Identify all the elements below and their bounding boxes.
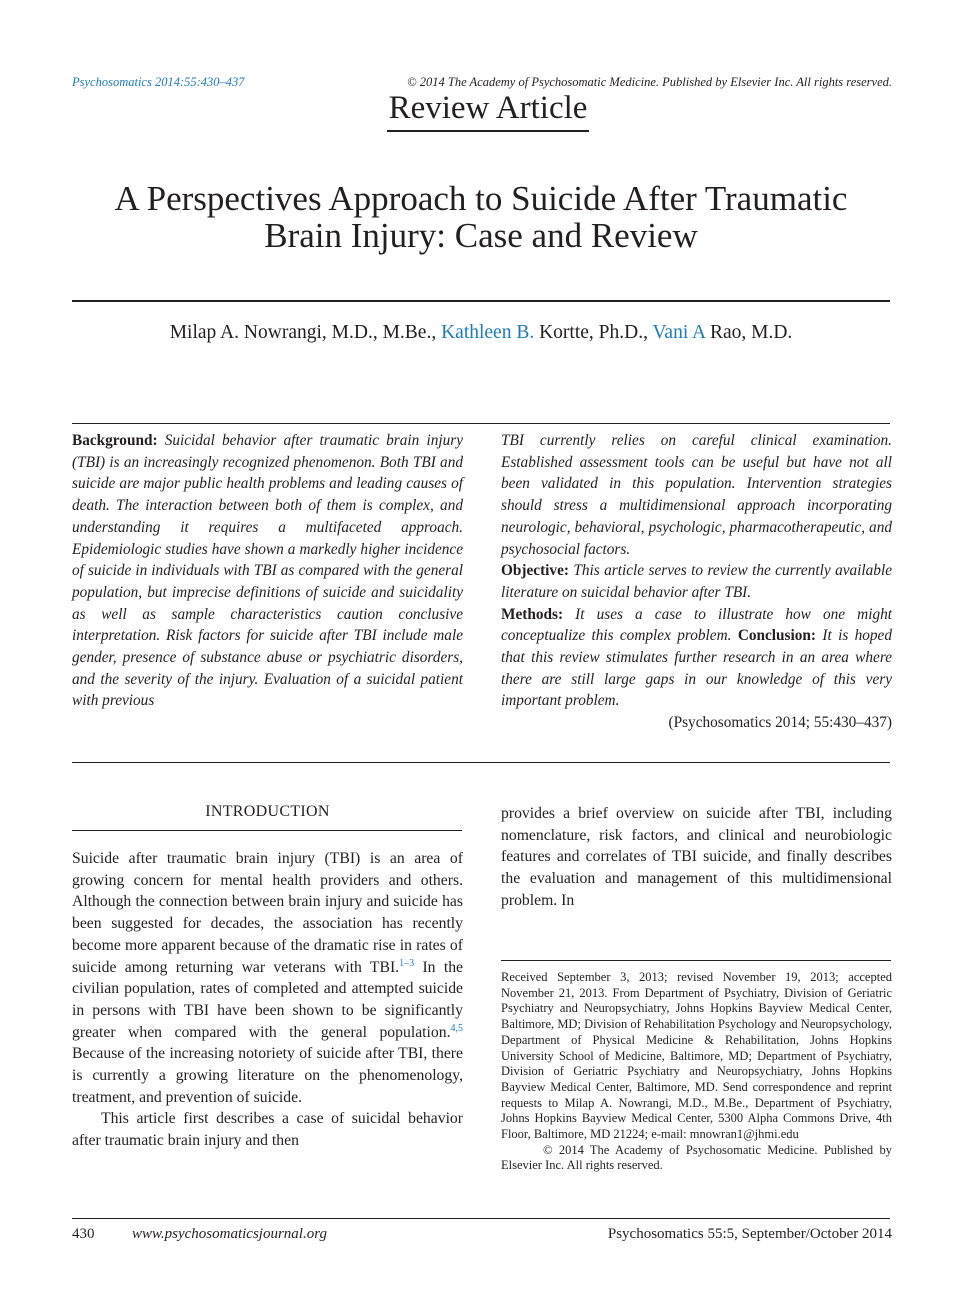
body-left-column — [72, 848, 463, 1152]
abstract-right-column — [501, 430, 892, 734]
author-1[interactable]: Milap A. Nowrangi, M.D., M.Be., — [169, 322, 437, 343]
abstract-left-column — [72, 430, 463, 712]
author-3[interactable]: Vani A Rao, M.D. — [652, 322, 793, 343]
abstract-citation: (Psychosomatics 2014; 55:430–437) — [668, 714, 892, 732]
author-2[interactable]: Kathleen B. Kortte, Ph.D., — [441, 322, 648, 343]
copyright-notice: © 2014 The Academy of Psychosomatic Medicine. Published by Elsevier Inc. All rights reserved. — [407, 75, 892, 89]
section-label: Review Article — [0, 90, 976, 127]
page-number: 430 — [72, 1226, 95, 1242]
reference-link[interactable]: 4,5 — [450, 1022, 463, 1034]
abstract-objective: Objective: This article serves to review the currently available literature on suicidal behavior after TBI. — [501, 562, 892, 601]
abstract-background: Background: Suicidal behavior after traumatic brain injury (TBI) is an increasingly recognized phenomenon. Both TBI and suicide are major public health problems and leading causes of death. The interaction between both of them is complex, and understanding it requires a multifaceted approach. Epidemiologic studies have shown a markedly higher incidence of suicide in individuals with TBI as compared with the general population, but imprecise definitions of suicide and suicidality as well as sample characteristics caution conclusive interpretation. Risk factors for suicide after TBI include male gender, presence of substance abuse or psychiatric disorders, and the severity of the injury. Evaluation of a suicidal patient with previous — [72, 432, 463, 710]
intro-paragraph-2-continued: provides a brief overview on suicide after TBI, including nomenclature, risk factors, and clinical and neurobiologic features and correlates of TBI suicide, and finally describes the evaluation and management of this multidimensional problem. In — [501, 805, 892, 909]
abstract-background-continued: TBI currently relies on careful clinical examination. Established assessment tools can be useful but have not all been validated in this population. Intervention strategies should stress a multidimensional approach incorporating neurologic, behavioral, psychologic, pharmacotherapeutic, and psychosocial factors. — [501, 432, 892, 558]
introduction-heading: INTRODUCTION — [205, 803, 330, 820]
title-rule — [72, 300, 890, 302]
article-footnote — [501, 970, 892, 1174]
journal-citation[interactable]: Psychosomatics 2014:55:430–437 — [72, 75, 245, 89]
body-right-column — [501, 803, 892, 912]
footnote-rule — [501, 960, 891, 961]
intro-paragraph-1: Suicide after traumatic brain injury (TBI) is an area of growing concern for mental health providers and others. Although the connection between brain injury and suicide has been suggested for decades, the association has recently become more apparent because of the dramatic rise in rates of suicide among returning war veterans with TBI.$^{1-3}$ In the civilian population, rates of completed and attempted suicide in persons with TBI have been shown to be significantly greater when compared with the general population.$^{4,5}$ Because of the increasing notoriety of suicide after TBI, there is currently a growing literature on the phenomenology, treatment, and prevention of suicide. — [72, 850, 463, 1106]
reference-link[interactable]: 1–3 — [399, 957, 415, 969]
abstract-bottom-rule — [72, 762, 890, 763]
footnote-copyright: © 2014 The Academy of Psychosomatic Medicine. Published by Elsevier Inc. All rights reserved. — [501, 1142, 892, 1173]
title-line-2: Brain Injury: Case and Review — [264, 216, 698, 255]
journal-issue: Psychosomatics 55:5, September/October 2014 — [607, 1226, 892, 1242]
title-line-1: A Perspectives Approach to Suicide After Traumatic — [114, 179, 848, 218]
footer-rule — [72, 1218, 890, 1219]
abstract-top-rule — [72, 423, 890, 424]
journal-url-link[interactable]: www.psychosomaticsjournal.org — [132, 1226, 328, 1242]
intro-paragraph-2: This article first describes a case of suicidal behavior after traumatic brain injury and then — [72, 1110, 463, 1150]
article-title — [72, 180, 890, 254]
footnote-received: Received September 3, 2013; revised November 19, 2013; accepted November 21, 2013. From Department of Psychiatry, Division of Geriatric Psychiatry and Neuropsychiatry, Johns Hopkins Bayview Medical Center, Baltimore, MD; Division of Rehabilitation Psychology and Neuropsychology, Department of Physical Medicine & Rehabilitation, Johns Hopkins University School of Medicine, Baltimore, MD; Department of Psychiatry, Division of Geriatric Psychiatry and Neuropsychiatry, Johns Hopkins Bayview Medical Center, Baltimore, MD. Send correspondence and reprint requests to Milap A. Nowrangi, M.D., M.Be., Department of Psychiatry, Johns Hopkins Bayview Medical Center, 5300 Alpha Commons Drive, 4th Floor, Baltimore, MD 21224; e-mail: mnowran1@jhmi.edu — [501, 970, 892, 1142]
abstract-methods-conclusion: Methods: It uses a case to illustrate how one might conceptualize this complex problem. Conclusion: It is hoped that this review stimulates further research in an area where there are still large gaps in our knowledge of this very important problem. — [501, 605, 893, 710]
author-list — [72, 322, 890, 344]
introduction-rule — [72, 830, 462, 831]
